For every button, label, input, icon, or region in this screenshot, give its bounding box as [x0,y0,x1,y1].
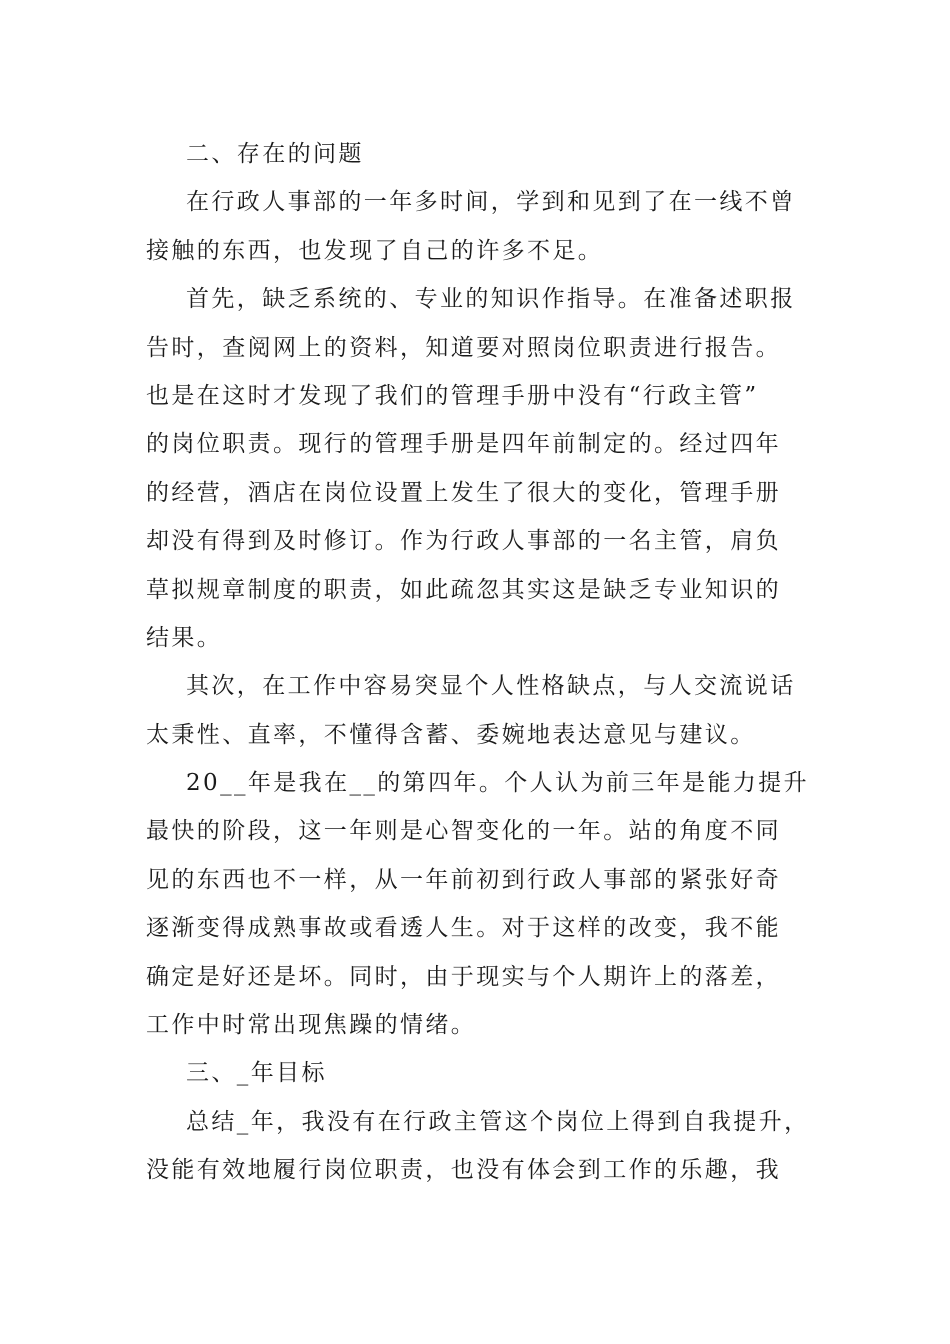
section-heading-problems: 二、存在的问题 [186,141,364,167]
document-body [146,130,811,1195]
paragraph-line: 逐渐变得成熟事故或看透人生。对于这样的改变，我不能 [146,915,781,942]
paragraph-line: 首先，缺乏系统的、专业的知识作指导。在准备述职报 [186,286,796,313]
paragraph-line: 没能有效地履行岗位职责，也没有体会到工作的乐趣，我 [146,1157,781,1184]
paragraph-line: 告时，查阅网上的资料，知道要对照岗位职责进行报告。 [146,334,781,361]
paragraph-line: 20__年是我在__的第四年。个人认为前三年是能力提升 [186,770,810,797]
paragraph-line: 最快的阶段，这一年则是心智变化的一年。站的角度不同 [146,818,781,845]
paragraph-line: 的岗位职责。现行的管理手册是四年前制定的。经过四年 [146,431,781,458]
paragraph-line: 的经营，酒店在岗位设置上发生了很大的变化，管理手册 [146,479,781,506]
paragraph-line: 太秉性、直率，不懂得含蓄、委婉地表达意见与建议。 [146,721,756,748]
paragraph-line: 却没有得到及时修订。作为行政人事部的一名主管，肩负 [146,528,781,555]
paragraph-line: 总结_年，我没有在行政主管这个岗位上得到自我提升， [186,1108,810,1135]
section-heading-goals: 三、_年目标 [186,1060,327,1087]
paragraph-line: 见的东西也不一样，从一年前初到行政人事部的紧张好奇 [146,866,781,893]
paragraph-line: 在行政人事部的一年多时间，学到和见到了在一线不曾 [186,189,796,216]
paragraph-line: 其次，在工作中容易突显个人性格缺点，与人交流说话 [186,673,796,700]
paragraph-line: 结果。 [146,624,223,651]
paragraph-line: 草拟规章制度的职责，如此疏忽其实这是缺乏专业知识的 [146,576,781,603]
paragraph-line: 确定是好还是坏。同时，由于现实与个人期许上的落差， [146,963,781,990]
paragraph-line: 工作中时常出现焦躁的情绪。 [146,1012,477,1039]
paragraph-line: 也是在这时才发现了我们的管理手册中没有“行政主管” [146,382,759,409]
paragraph-line: 接触的东西，也发现了自己的许多不足。 [146,237,604,264]
